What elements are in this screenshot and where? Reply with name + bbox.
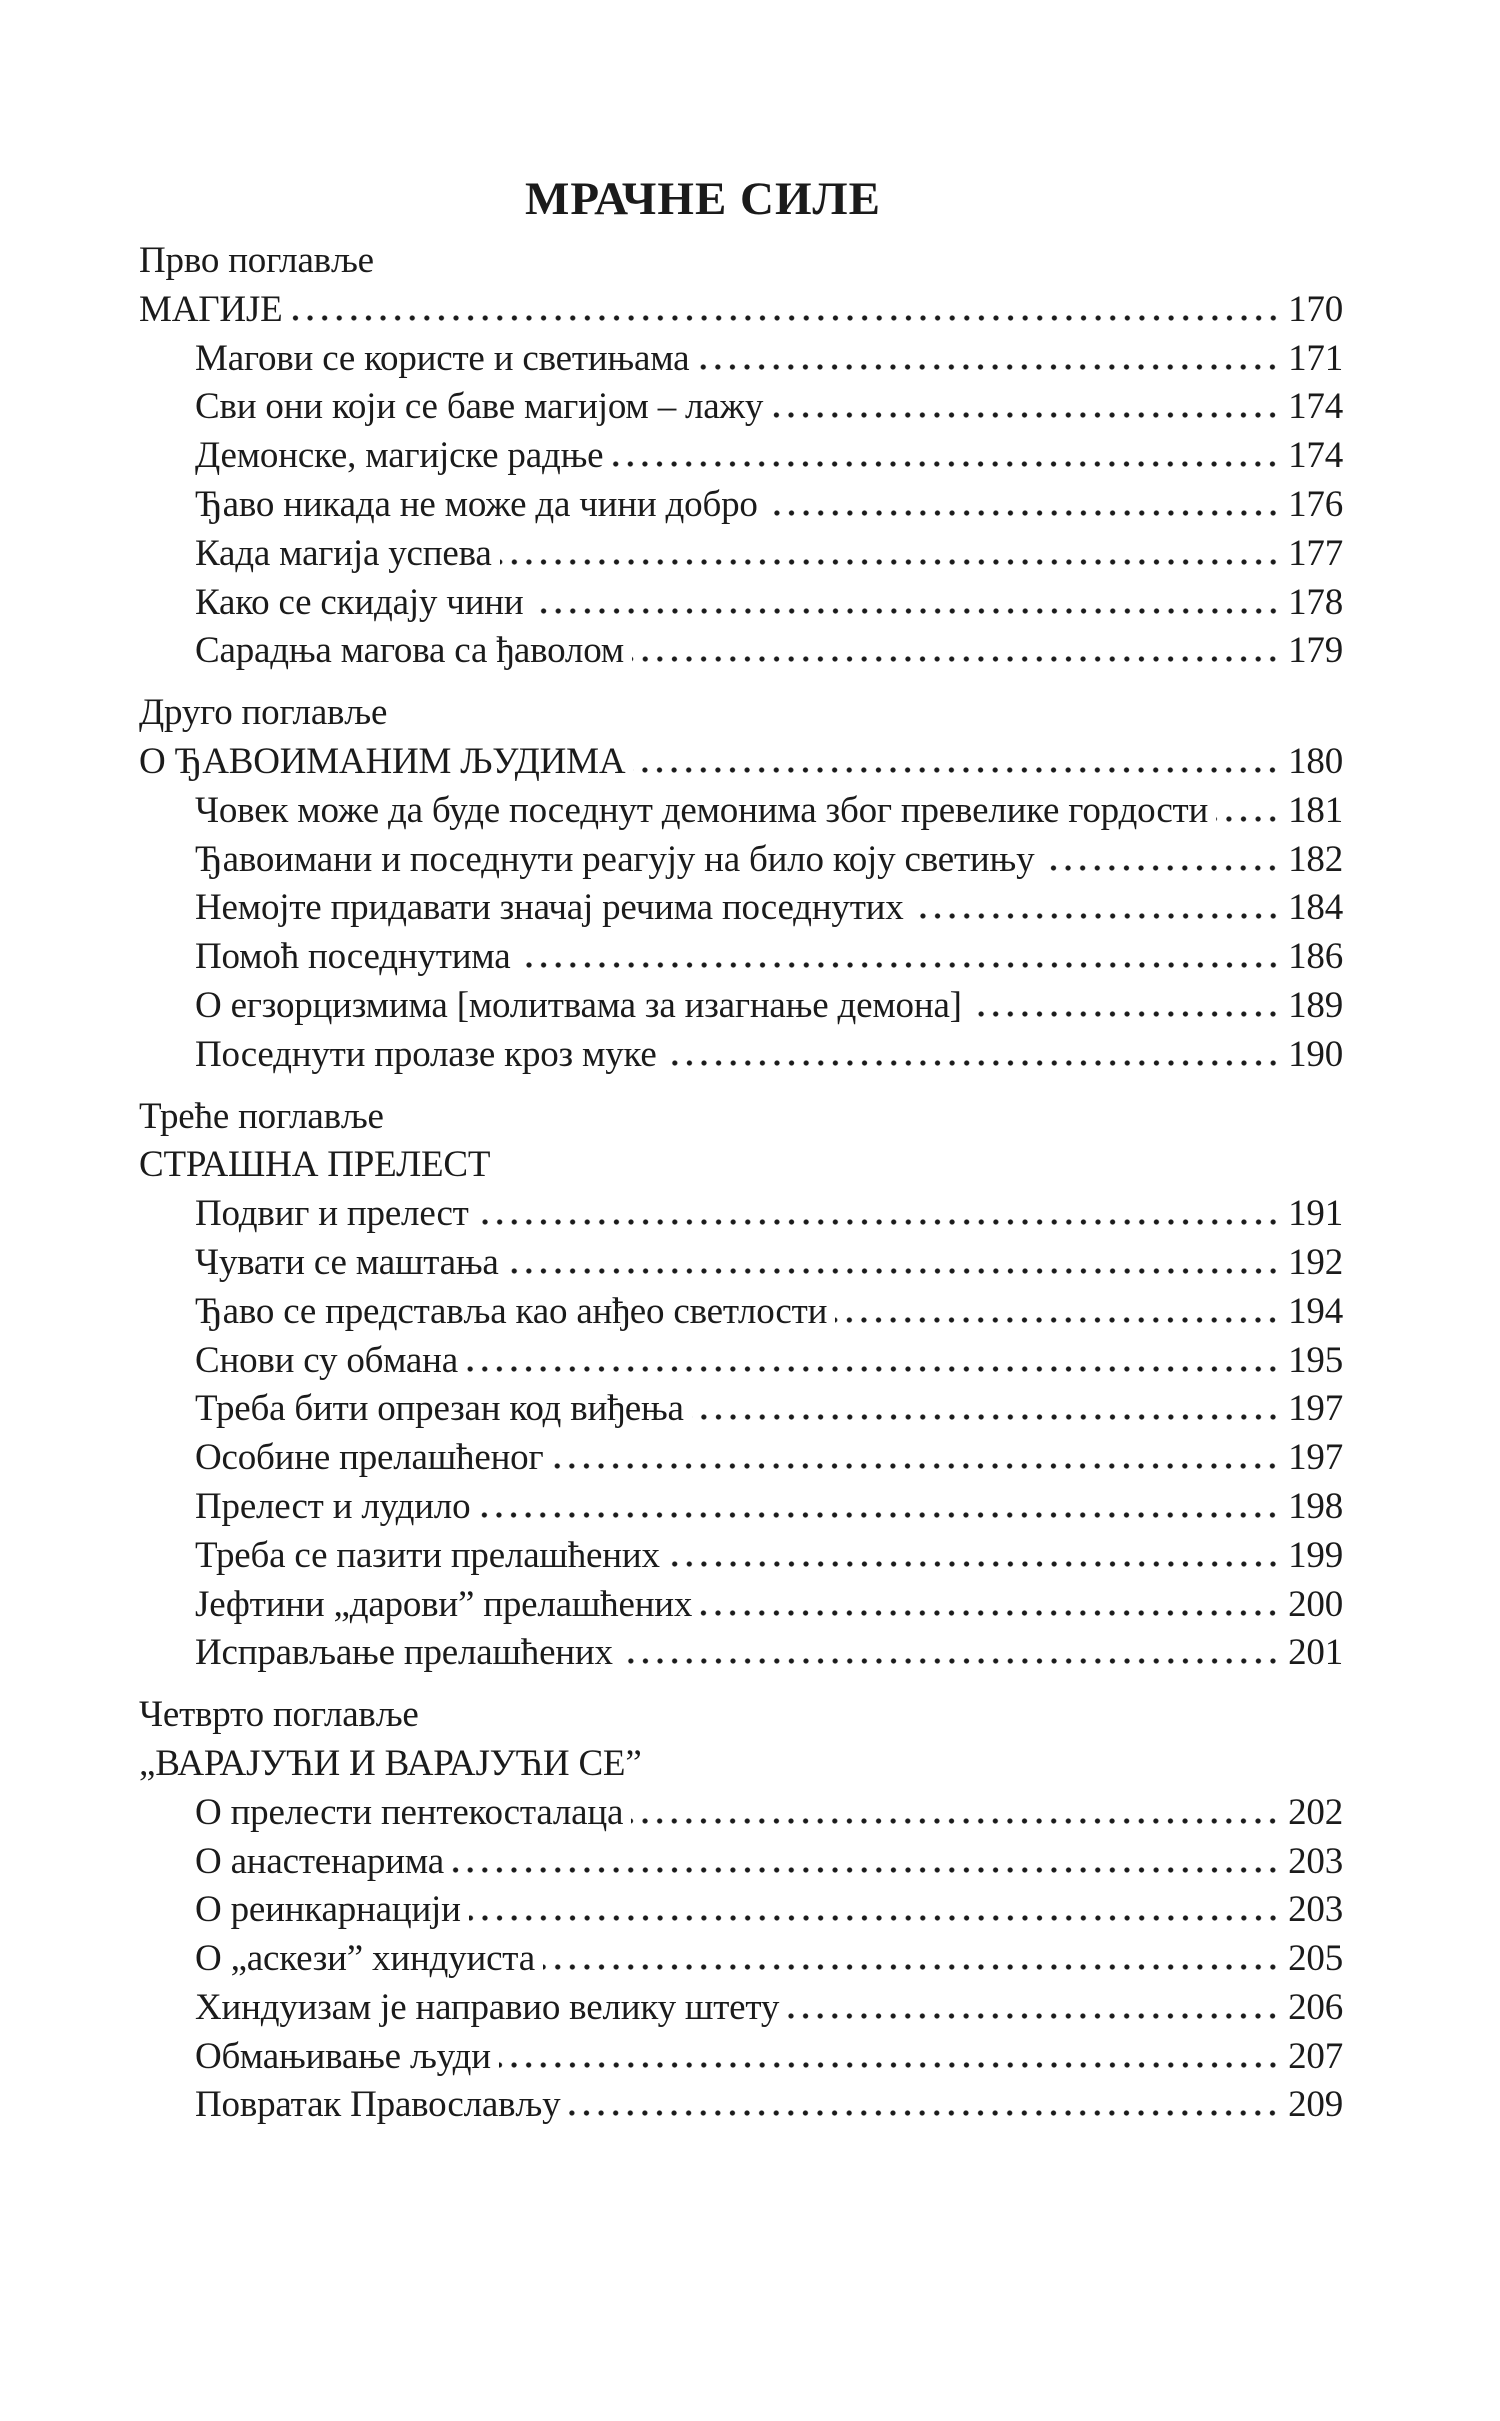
chapter-title-row bbox=[139, 1141, 1343, 1190]
chapter-label: Друго поглавље bbox=[139, 692, 388, 734]
toc-entry bbox=[139, 432, 1343, 481]
toc-entry bbox=[139, 1190, 1343, 1239]
entry-label: Како се скидају чини bbox=[195, 581, 524, 623]
entry-label: О анастенарима bbox=[195, 1840, 444, 1882]
dot-leader bbox=[499, 2062, 1280, 2068]
dot-leader bbox=[507, 1268, 1280, 1274]
dot-leader bbox=[912, 913, 1281, 919]
toc-entry bbox=[139, 1581, 1343, 1630]
entry-label: О егзорцизмима [молитвама за изагнање демона] bbox=[195, 984, 962, 1026]
entry-page-number: 177 bbox=[1288, 532, 1343, 574]
entry-label: О „аскези” хиндуиста bbox=[195, 1938, 535, 1980]
toc-section bbox=[139, 237, 1343, 676]
chapter-title: СТРАШНА ПРЕЛЕСТ bbox=[139, 1144, 491, 1186]
entry-page-number: 207 bbox=[1288, 2035, 1343, 2077]
entry-page-number: 209 bbox=[1288, 2084, 1343, 2126]
entry-label: Хиндуизам је направио велику штету bbox=[195, 1986, 780, 2028]
toc-entry bbox=[139, 1629, 1343, 1678]
entry-label: Човек може да буде поседнут демонима због превелике гордости bbox=[195, 789, 1209, 831]
entry-page-number: 203 bbox=[1288, 1840, 1343, 1882]
chapter-page-number: 170 bbox=[1288, 288, 1343, 330]
entry-page-number: 198 bbox=[1288, 1485, 1343, 1527]
entry-label: Треба се пазити прелашћених bbox=[195, 1534, 660, 1576]
toc-entry bbox=[139, 836, 1343, 885]
toc-entry bbox=[139, 1532, 1343, 1581]
toc bbox=[139, 237, 1343, 2130]
entry-label: Подвиг и прелест bbox=[195, 1193, 469, 1235]
chapter-title-row bbox=[139, 286, 1343, 335]
entry-label: Јефтини „дарови” прелашћених bbox=[195, 1583, 693, 1625]
toc-entry bbox=[139, 1483, 1343, 1532]
toc-entry bbox=[139, 627, 1343, 676]
entry-label: Када магија успева bbox=[195, 532, 492, 574]
toc-entry bbox=[139, 787, 1343, 836]
entry-page-number: 184 bbox=[1288, 887, 1343, 929]
toc-entry bbox=[139, 1789, 1343, 1838]
dot-leader bbox=[697, 364, 1280, 370]
dot-leader bbox=[1042, 865, 1280, 871]
toc-entry bbox=[139, 530, 1343, 579]
entry-page-number: 182 bbox=[1288, 838, 1343, 880]
dot-leader bbox=[835, 1317, 1280, 1323]
toc-entry bbox=[139, 383, 1343, 432]
dot-leader bbox=[477, 1219, 1280, 1225]
toc-entry bbox=[139, 335, 1343, 384]
entry-label: Демонске, магијске радње bbox=[195, 435, 604, 477]
chapter-label: Четврто поглавље bbox=[139, 1694, 419, 1736]
entry-page-number: 202 bbox=[1288, 1791, 1343, 1833]
dot-leader bbox=[632, 656, 1280, 662]
dot-leader bbox=[631, 1818, 1280, 1824]
entry-label: Особине прелашћеног bbox=[195, 1437, 544, 1479]
toc-entry bbox=[139, 884, 1343, 933]
entry-page-number: 197 bbox=[1288, 1388, 1343, 1430]
entry-page-number: 190 bbox=[1288, 1033, 1343, 1075]
entry-label: Немојте придавати значај речима поседнутих bbox=[195, 887, 904, 929]
chapter-title-row bbox=[139, 1740, 1343, 1789]
chapter-label: Прво поглавље bbox=[139, 240, 374, 281]
toc-entry bbox=[139, 1031, 1343, 1080]
dot-leader bbox=[771, 412, 1280, 418]
entry-label: Треба бити опрезан код виђења bbox=[195, 1388, 684, 1430]
chapter-label-row bbox=[139, 689, 1343, 738]
chapter-title: „ВАРАЈУЋИ И ВАРАЈУЋИ СЕ” bbox=[139, 1742, 642, 1784]
chapter-label: Треће поглавље bbox=[139, 1095, 384, 1137]
chapter-label-row bbox=[139, 1691, 1343, 1740]
chapter-title: О ЂАВОИМАНИМ ЉУДИМА bbox=[139, 740, 626, 782]
entry-label: Чувати се маштања bbox=[195, 1241, 499, 1283]
toc-entry bbox=[139, 481, 1343, 530]
dot-leader bbox=[700, 1610, 1280, 1616]
entry-page-number: 181 bbox=[1288, 789, 1343, 831]
dot-leader bbox=[621, 1658, 1280, 1664]
dot-leader bbox=[787, 2013, 1280, 2019]
dot-leader bbox=[452, 1867, 1280, 1873]
toc-entry bbox=[139, 1935, 1343, 1984]
dot-leader bbox=[633, 767, 1280, 773]
entry-label: Поседнути пролазе кроз муке bbox=[195, 1033, 657, 1075]
dot-leader bbox=[1216, 816, 1280, 822]
entry-label: О прелести пентекосталаца bbox=[195, 1791, 624, 1833]
dot-leader bbox=[551, 1463, 1280, 1469]
toc-entry bbox=[139, 2081, 1343, 2130]
toc-entry bbox=[139, 1434, 1343, 1483]
toc-entry bbox=[139, 1886, 1343, 1935]
entry-label: О реинкарнацији bbox=[195, 1889, 461, 1931]
entry-label: Сви они који се баве магијом – лажу bbox=[195, 386, 764, 428]
entry-page-number: 191 bbox=[1288, 1193, 1343, 1235]
entry-page-number: 176 bbox=[1288, 483, 1343, 525]
entry-page-number: 199 bbox=[1288, 1534, 1343, 1576]
toc-entry bbox=[139, 1239, 1343, 1288]
dot-leader bbox=[665, 1060, 1280, 1066]
entry-label: Помоћ поседнутима bbox=[195, 936, 511, 978]
entry-page-number: 203 bbox=[1288, 1889, 1343, 1931]
chapter-page-number: 180 bbox=[1288, 740, 1343, 782]
toc-section bbox=[139, 1691, 1343, 2130]
entry-label: Магови се користе и светињама bbox=[195, 337, 690, 379]
dot-leader bbox=[519, 962, 1281, 968]
entry-page-number: 186 bbox=[1288, 936, 1343, 978]
entry-page-number: 174 bbox=[1288, 386, 1343, 428]
toc-section bbox=[139, 689, 1343, 1079]
entry-page-number: 201 bbox=[1288, 1632, 1343, 1674]
page-title: МРАЧНЕ СИЛЕ bbox=[525, 173, 881, 225]
toc-entry bbox=[139, 933, 1343, 982]
entry-label: Сарадња магова са ђаволом bbox=[195, 630, 625, 672]
dot-leader bbox=[469, 1915, 1280, 1921]
entry-label: Прелест и лудило bbox=[195, 1485, 471, 1527]
toc-entry bbox=[139, 1337, 1343, 1386]
dot-leader bbox=[668, 1561, 1280, 1567]
dot-leader bbox=[500, 559, 1281, 565]
entry-page-number: 179 bbox=[1288, 630, 1343, 672]
entry-page-number: 174 bbox=[1288, 435, 1343, 477]
entry-label: Повратак Православљу bbox=[195, 2084, 561, 2126]
dot-leader bbox=[970, 1011, 1280, 1017]
entry-page-number: 189 bbox=[1288, 984, 1343, 1026]
entry-page-number: 178 bbox=[1288, 581, 1343, 623]
toc-entry bbox=[139, 1984, 1343, 2033]
chapter-label-row bbox=[139, 237, 1343, 286]
toc-entry bbox=[139, 982, 1343, 1031]
dot-leader bbox=[543, 1964, 1280, 1970]
entry-page-number: 200 bbox=[1288, 1583, 1343, 1625]
toc-entry bbox=[139, 1838, 1343, 1887]
entry-page-number: 197 bbox=[1288, 1437, 1343, 1479]
toc-entry bbox=[139, 2033, 1343, 2082]
dot-leader bbox=[568, 2110, 1280, 2116]
toc-entry bbox=[139, 1288, 1343, 1337]
entry-page-number: 205 bbox=[1288, 1938, 1343, 1980]
dot-leader bbox=[291, 315, 1281, 321]
dot-leader bbox=[478, 1512, 1280, 1518]
toc-entry bbox=[139, 579, 1343, 628]
dot-leader bbox=[692, 1414, 1280, 1420]
dot-leader bbox=[466, 1366, 1280, 1372]
entry-label: Ђаво никада не може да чини добро bbox=[195, 483, 758, 525]
chapter-title-row bbox=[139, 738, 1343, 787]
entry-page-number: 194 bbox=[1288, 1290, 1343, 1332]
dot-leader bbox=[766, 510, 1280, 516]
entry-page-number: 171 bbox=[1288, 337, 1343, 379]
entry-label: Исправљање прелашћених bbox=[195, 1632, 613, 1674]
chapter-label-row bbox=[139, 1093, 1343, 1142]
toc-entry bbox=[139, 1385, 1343, 1434]
toc-section bbox=[139, 1093, 1343, 1679]
entry-label: Ђавоимани и поседнути реагују на било коју светињу bbox=[195, 838, 1035, 880]
dot-leader bbox=[611, 461, 1280, 467]
entry-page-number: 192 bbox=[1288, 1241, 1343, 1283]
chapter-title: МАГИЈЕ bbox=[139, 288, 283, 330]
entry-label: Обмањивање људи bbox=[195, 2035, 491, 2077]
entry-page-number: 195 bbox=[1288, 1339, 1343, 1381]
dot-leader bbox=[532, 608, 1281, 614]
entry-label: Ђаво се представља као анђео светлости bbox=[195, 1290, 828, 1332]
entry-label: Снови су обмана bbox=[195, 1339, 458, 1381]
entry-page-number: 206 bbox=[1288, 1986, 1343, 2028]
